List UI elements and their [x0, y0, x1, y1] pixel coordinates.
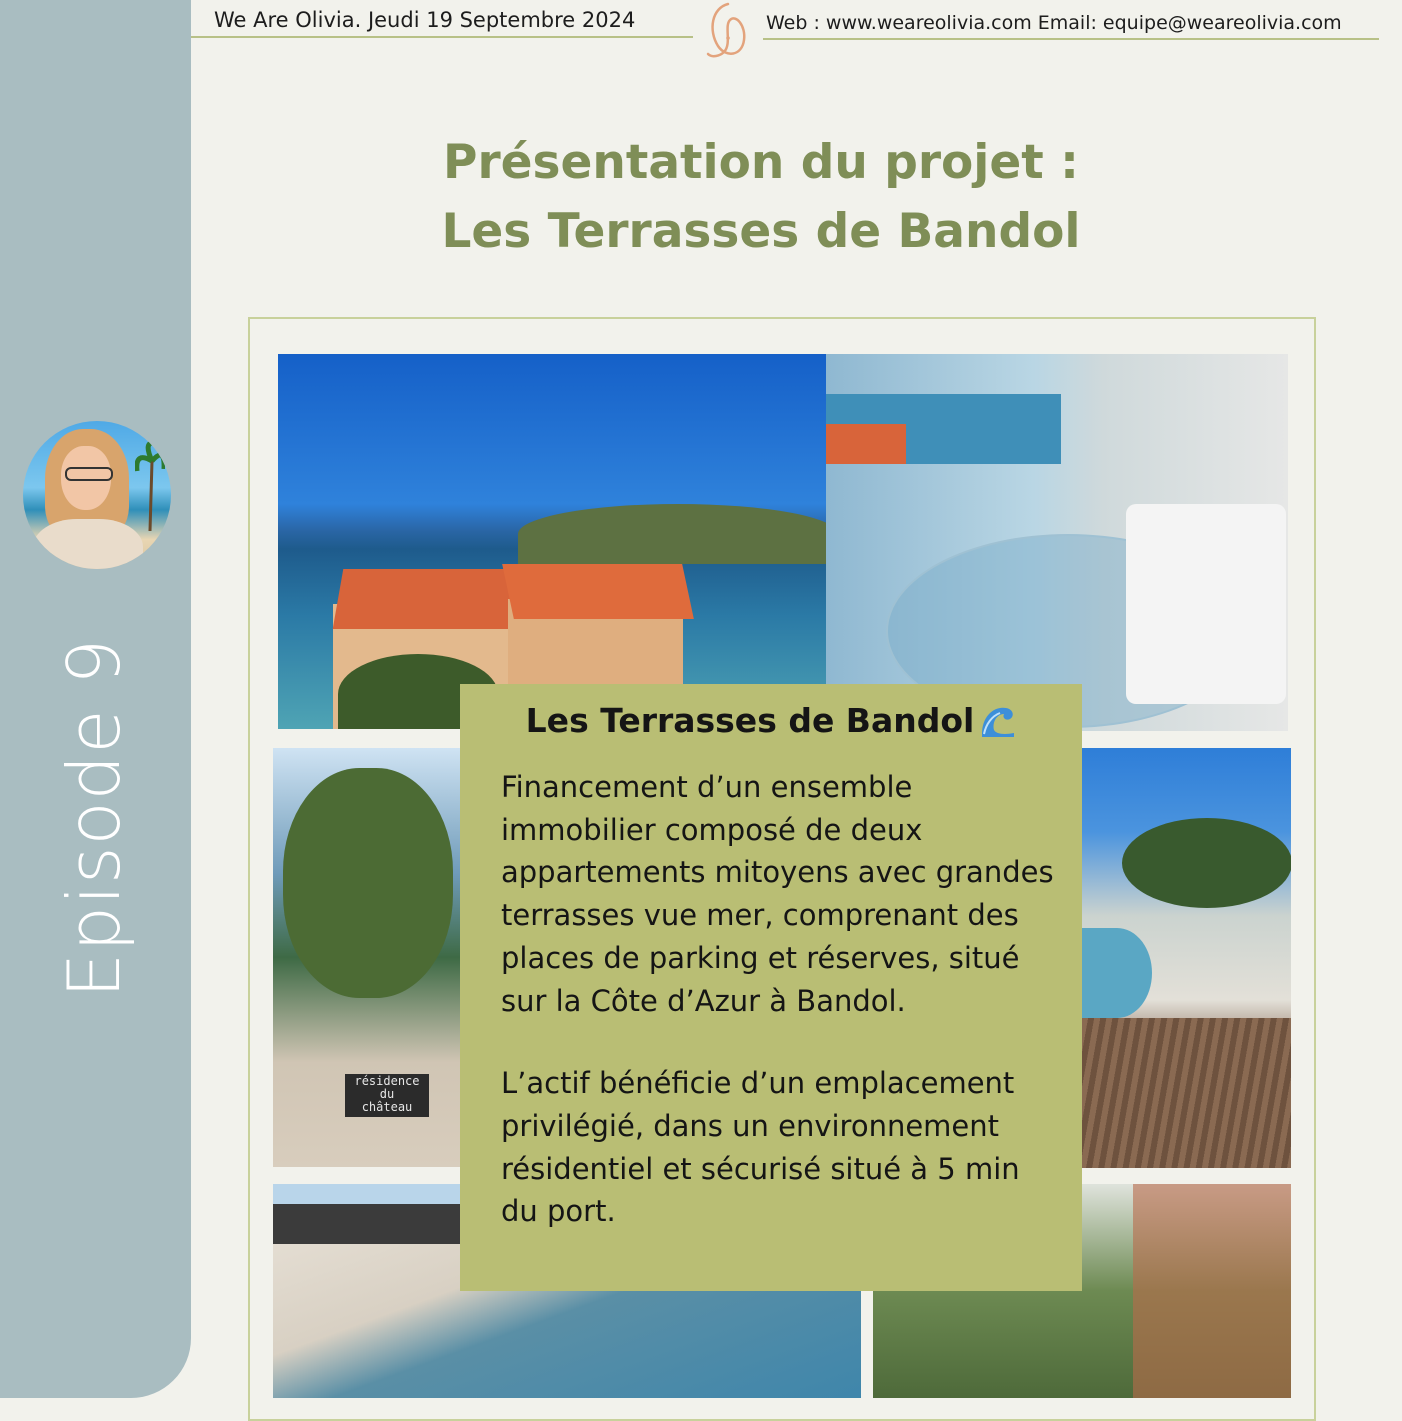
header-contact: Web : www.weareolivia.com Email: equipe@weareolivia.com: [766, 12, 1342, 34]
card-body: [501, 766, 1061, 1233]
wave-emoji-icon: [980, 704, 1016, 738]
photo-beach-terrace: [1082, 748, 1291, 1168]
page-title-line1: Présentation du projet :: [443, 135, 1079, 190]
photo-terrace-interior: [826, 354, 1288, 731]
project-card: [460, 684, 1082, 1291]
header-date: We Are Olivia. Jeudi 19 Septembre 2024: [214, 8, 636, 32]
olivia-swirl-logo-icon: [702, 0, 752, 66]
episode-label: Episode 9: [52, 637, 136, 999]
header-rule-right: [763, 38, 1379, 40]
sidebar: [0, 0, 191, 1398]
card-heading: Les Terrasses de Bandol: [460, 701, 1082, 740]
residence-sign: résidence du château: [345, 1074, 429, 1117]
photo-residence-entrance: [273, 748, 461, 1167]
card-paragraph-2: L’actif bénéficie d’un emplacement privilégié, dans un environnement résidentiel et sécurisé situé à 5 min du port.: [501, 1066, 1020, 1229]
header-rule-left: [191, 36, 693, 38]
photo-bay-view: [278, 354, 826, 729]
page-title-line2: Les Terrasses de Bandol: [441, 204, 1081, 259]
card-paragraph-1: Financement d’un ensemble immobilier composé de deux appartements mitoyens avec grandes terrasses vue mer, comprenant des places de parking et réserves, situé sur la Côte d’Azur à Bandol.: [501, 770, 1054, 1018]
olivia-avatar-icon: [23, 421, 171, 569]
